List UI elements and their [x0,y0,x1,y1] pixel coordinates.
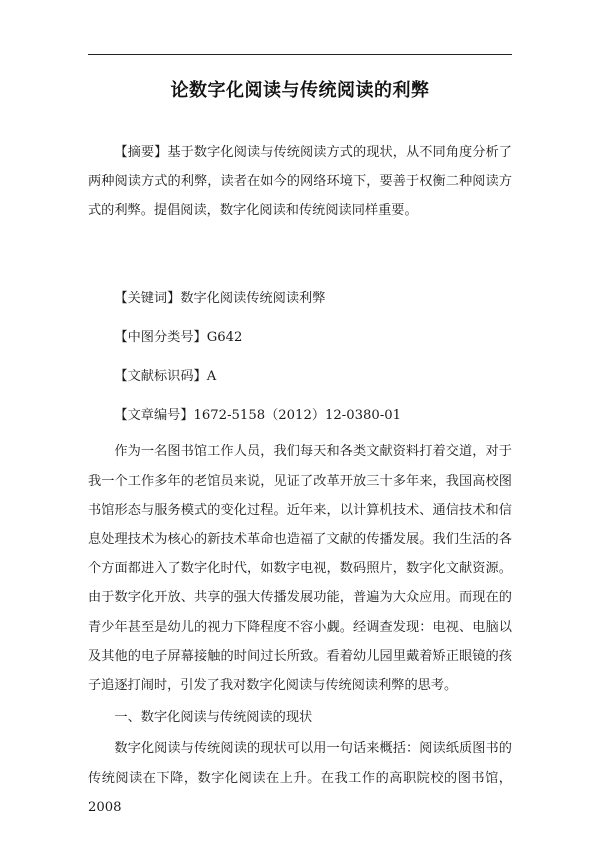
intro-paragraph: 作为一名图书馆工作人员，我们每天和各类文献资料打着交道，对于我一个工作多年的老馆员来说，见证了改革开放三十多年来，我国高校图书馆形态与服务模式的变化过程。近年来，以计算机技术、通信技术和信息处理技术为核心的新技术革命也造福了文献的传播发展。我们生活的各个方面都进入了数字化时代，如数字电视，数码照片，数字化文献资源。由于数字化开放、共享的强大传播发展功能，普遍为大众应用。而现在的青少年甚至是幼儿的视力下降程度不容小觑。经调查发现：电视、电脑以及其他的电子屏幕接触的时间过长所致。看着幼儿园里戴着矫正眼镜的孩子追逐打闹时，引发了我对数字化阅读与传统阅读利弊的思考。 [88,444,512,694]
metadata-block [88,284,512,431]
header-rule [88,54,512,55]
document-body [88,138,512,822]
section-paragraph: 数字化阅读与传统阅读的现状可以用一句话来概括：阅读纸质图书的传统阅读在下降，数字化阅读在上升。在我工作的高职院校的图书馆，2008 [88,741,512,815]
document-title: 论数字化阅读与传统阅读的利弊 [170,80,430,101]
article-number-line: 【文章编号】1672-5158（2012）12-0380-01 [114,408,402,424]
abstract-paragraph: 【摘要】基于数字化阅读与传统阅读方式的现状，从不同角度分析了两种阅读方式的利弊，读者在如今的网络环境下，要善于权衡二种阅读方式的利弊。提倡阅读，数字化阅读和传统阅读同样重要。 [88,145,512,219]
section-heading: 一、数字化阅读与传统阅读的现状 [114,710,313,726]
keywords-line: 【关键词】数字化阅读传统阅读利弊 [114,290,326,306]
doc-code-line: 【文献标识码】A [114,369,217,385]
clc-number-line: 【中图分类号】G642 [114,329,243,345]
